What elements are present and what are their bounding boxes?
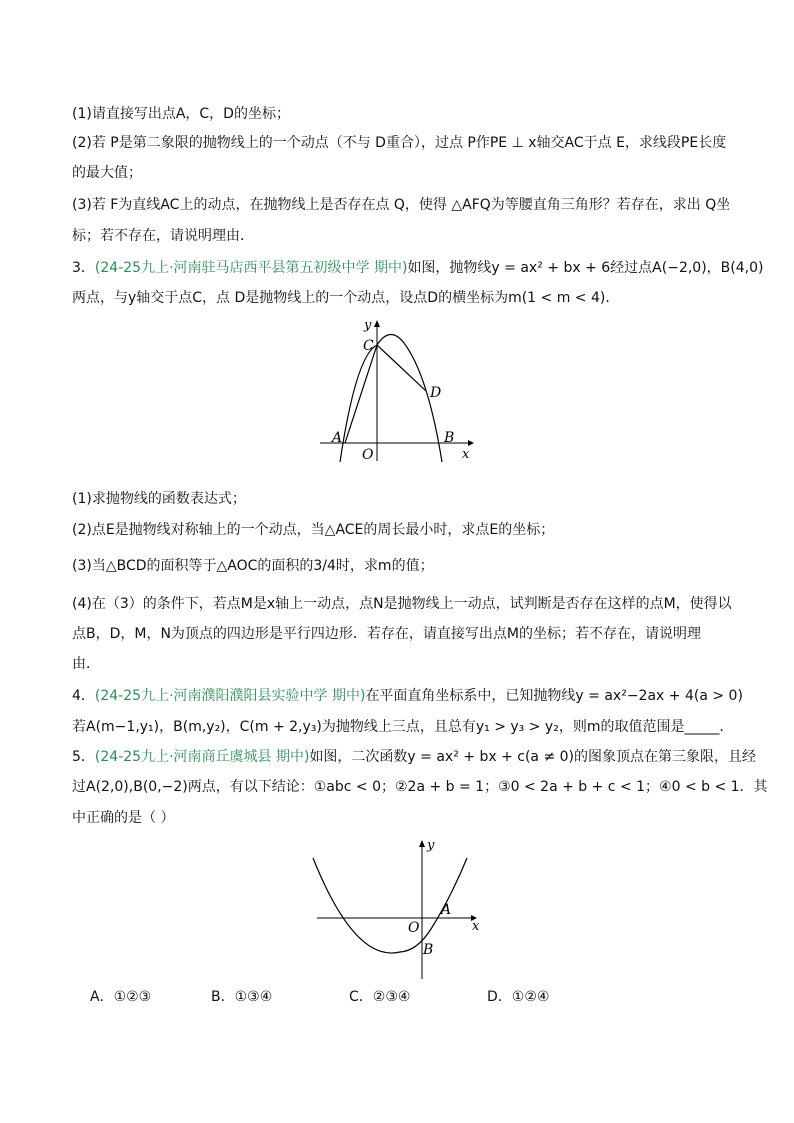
q4-number: 4． [72,688,95,704]
q5-number: 5． [72,749,95,765]
q3-sub2: (2)点E是抛物线对称轴上的一个动点，当△ACE的周长最小时，求点E的坐标； [72,522,555,538]
q4-source: (24-25九上·河南濮阳濮阳县实验中学 期中) [94,688,366,704]
q3-sub4-line1: (4)在（3）的条件下，若点M是x轴上一动点，点N是抛物线上一动点，试判断是否存在这样的点M，使得以 [72,596,732,612]
q5-label-a: A [441,902,452,918]
q5-label-y: y [427,838,435,853]
option-a [90,986,151,1006]
option-b-letter: B． [211,989,235,1005]
q3-sub3: (3)当△BCD的面积等于△AOC的面积的3/4时，求m的值； [72,558,434,574]
option-b-text: ①③④ [234,989,273,1005]
q3-label-x: x [462,447,470,462]
q3-label-c: C [363,338,374,354]
q5-label-x: x [472,919,480,934]
option-d [487,986,549,1006]
q3-stem-text: 如图，抛物线y = ax² + bx + 6经过点A(−2,0)，B(4,0) [407,260,764,276]
q2-sub2-line1: (2)若 P是第二象限的抛物线上的一个动点（不与 D重合），过点 P作PE ⊥ x轴交AC于点 E，求线段PE长度 [72,135,727,151]
q5-stem-line1 [72,747,757,767]
q2-sub2-line2: 的最大值； [72,165,142,181]
q3-stem-line1 [72,258,764,278]
q5-stem-line2: 过A(2,0),B(0,−2)两点，有以下结论：①abc < 0；②2a + b = 1；③0 < 2a + b + c < 1；④0 < b < 1．其 [72,779,768,795]
q3-segment-ca [345,345,377,443]
q3-figure [320,315,480,465]
q3-label-b: B [444,430,455,446]
option-c-text: ②③④ [372,989,411,1005]
q3-label-y: y [364,318,372,333]
q3-x-arrow [468,440,474,446]
q5-label-o: O [408,920,420,936]
q3-label-o: O [362,447,374,463]
q5-stem-text: 如图，二次函数y = ax² + bx + c(a ≠ 0)的图象顶点在第三象限，且经 [309,749,757,765]
option-c [349,986,410,1006]
q3-y-arrow [374,320,380,327]
q4-stem-line1 [72,686,743,706]
q5-y-arrow [419,840,425,847]
q2-sub1: (1)请直接写出点A，C，D的坐标； [72,106,290,122]
option-d-letter: D． [487,989,512,1005]
q3-stem-line2: 两点，与y轴交于点C，点 D是抛物线上的一个动点，设点D的横坐标为m(1 < m < 4)． [72,290,620,306]
q3-source: (24-25九上·河南驻马店西平县第五初级中学 期中) [94,260,408,276]
q5-stem-line3: 中正确的是（ ） [72,810,175,826]
q3-label-a: A [332,430,343,446]
option-b [211,986,272,1006]
option-a-letter: A． [90,989,114,1005]
q5-label-b: B [423,942,434,958]
q3-label-d: D [430,385,442,401]
q5-source: (24-25九上·河南商丘虞城县 期中) [94,749,310,765]
option-d-text: ①②④ [511,989,550,1005]
option-a-text: ①②③ [113,989,152,1005]
q2-sub3-line1: (3)若 F为直线AC上的动点，在抛物线上是否存在点 Q，使得 △AFQ为等腰直角三角形？若存在，求出 Q坐 [72,197,731,213]
q4-stem-line2: 若A(m−1,y₁)，B(m,y₂)，C(m + 2,y₃)为抛物线上三点，且总有y₁ > y₃ > y₂，则m的取值范围是_____． [72,719,734,735]
q3-sub1: (1)求抛物线的函数表达式； [72,491,246,507]
option-c-letter: C． [349,989,373,1005]
q3-sub4-line2: 点B，D，M，N为顶点的四边形是平行四边形．若存在，请直接写出点M的坐标；若不存在，请说明理 [72,626,702,642]
q4-stem-text: 在平面直角坐标系中，已知抛物线y = ax²−2ax + 4(a > 0) [365,688,743,704]
q3-sub4-line3: 由． [72,656,100,672]
q5-figure [305,833,495,983]
q2-sub3-line2: 标；若不存在，请说明理由． [72,228,254,244]
q3-number: 3． [72,260,95,276]
q3-segment-cd [377,345,426,391]
